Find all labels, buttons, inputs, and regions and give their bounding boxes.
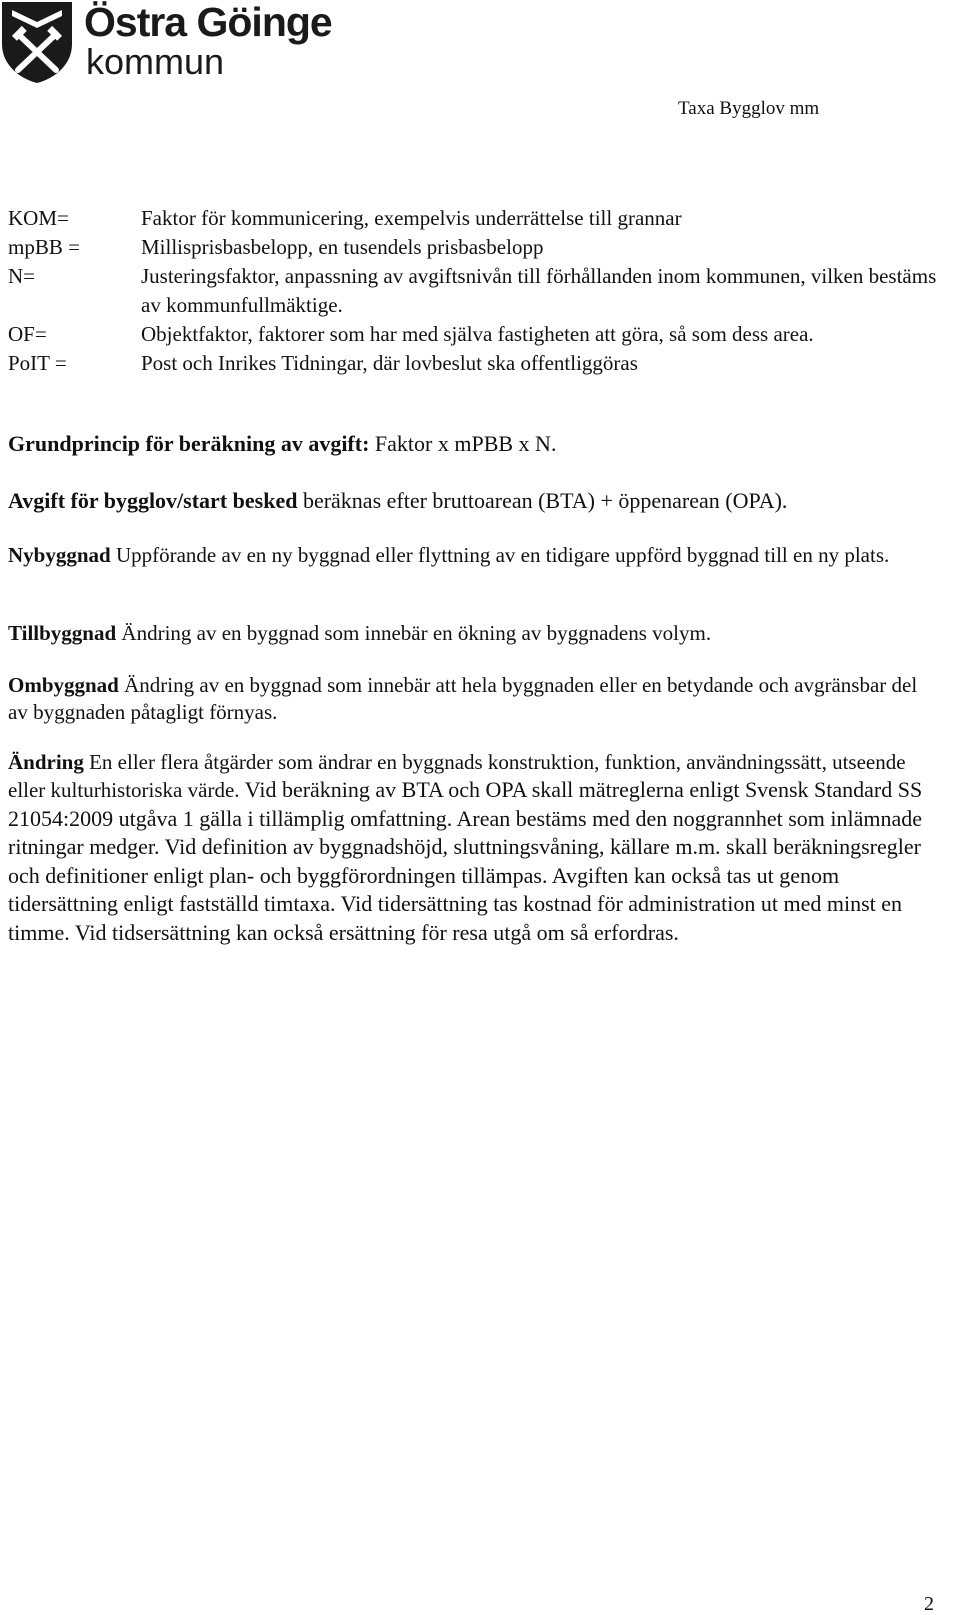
section-nybyggnad — [8, 542, 933, 569]
section-heading: Ombyggnad — [8, 673, 119, 697]
municipality-logo — [0, 0, 330, 86]
section-text: Faktor x mPBB x N. — [374, 431, 557, 456]
definition-row — [8, 233, 938, 262]
section-andring — [8, 749, 933, 947]
definition-description: Objektfaktor, faktorer som har med själva fastigheten att göra, så som dess area. — [141, 322, 814, 346]
org-name: Östra Göinge — [84, 0, 332, 45]
definition-description: Millisprisbasbelopp, en tusendels prisbasbelopp — [141, 235, 544, 259]
section-heading: Grundprincip för beräkning av avgift: — [8, 431, 370, 456]
section-text-large: Vid beräkning av BTA och OPA skall mätreglerna enligt Svensk Standard SS 21054:2009 utgåva 1 gälla i tillämplig omfattning. Arean bestäms med den noggrannhet som inlämnade ritningar medger. Vid definition av byggnadshöjd, sluttningsvåning, källare m.m. skall beräkningsregler och definitioner enligt plan- och byggförordningen tillämpas. Avgiften kan också tas ut genom tidersättning enligt fastställd timtaxa. Vid tidersättning tas kostnad för administration ut med minst en timme. Vid tidsersättning kan också ersättning för resa utgå om så erfordras. — [8, 777, 923, 945]
definition-term: KOM= — [8, 206, 69, 230]
document-title: Taxa Bygglov mm — [678, 98, 820, 119]
definition-term: mpBB = — [8, 235, 80, 259]
section-heading: Avgift för bygglov/start besked — [8, 488, 298, 513]
definition-row — [8, 204, 938, 233]
section-grundprincip — [8, 430, 933, 459]
definition-term: PoIT = — [8, 351, 67, 375]
section-text: Uppförande av en ny byggnad eller flyttning av en tidigare uppförd byggnad till en ny plats. — [115, 543, 890, 567]
definition-description: Justeringsfaktor, anpassning av avgiftsnivån till förhållanden inom kommunen, vilken bestäms av kommunfullmäktige. — [141, 264, 937, 317]
section-heading: Nybyggnad — [8, 543, 111, 567]
section-text: Ändring av en byggnad som innebär en ökning av byggnadens volym. — [121, 621, 712, 645]
section-avgift — [8, 487, 933, 516]
definition-term: OF= — [8, 322, 47, 346]
definition-description: Post och Inrikes Tidningar, där lovbeslut ska offentliggöras — [141, 351, 638, 375]
definition-row — [8, 262, 938, 320]
section-tillbyggnad — [8, 620, 933, 647]
section-ombyggnad — [8, 672, 933, 726]
page-number: 2 — [924, 1593, 934, 1615]
definition-description: Faktor för kommunicering, exempelvis underrättelse till grannar — [141, 206, 682, 230]
section-text: Ändring av en byggnad som innebär att hela byggnaden eller en betydande och avgränsbar del av byggnaden påtagligt förnyas. — [8, 673, 918, 724]
section-heading: Tillbyggnad — [8, 621, 117, 645]
definition-row — [8, 320, 938, 349]
section-heading: Ändring — [8, 750, 84, 774]
section-text: beräknas efter bruttoarean (BTA) + öppenarean (OPA). — [302, 488, 788, 513]
section-text: En eller flera åtgärder som ändrar en byggnads konstruktion, funktion, användningssätt, utseende eller kulturhistoriska värde. — [8, 750, 906, 802]
coat-of-arms-icon — [0, 0, 74, 84]
definitions-list — [8, 204, 938, 378]
definition-term: N= — [8, 264, 36, 288]
definition-row — [8, 349, 938, 378]
org-subtitle: kommun — [86, 41, 225, 82]
